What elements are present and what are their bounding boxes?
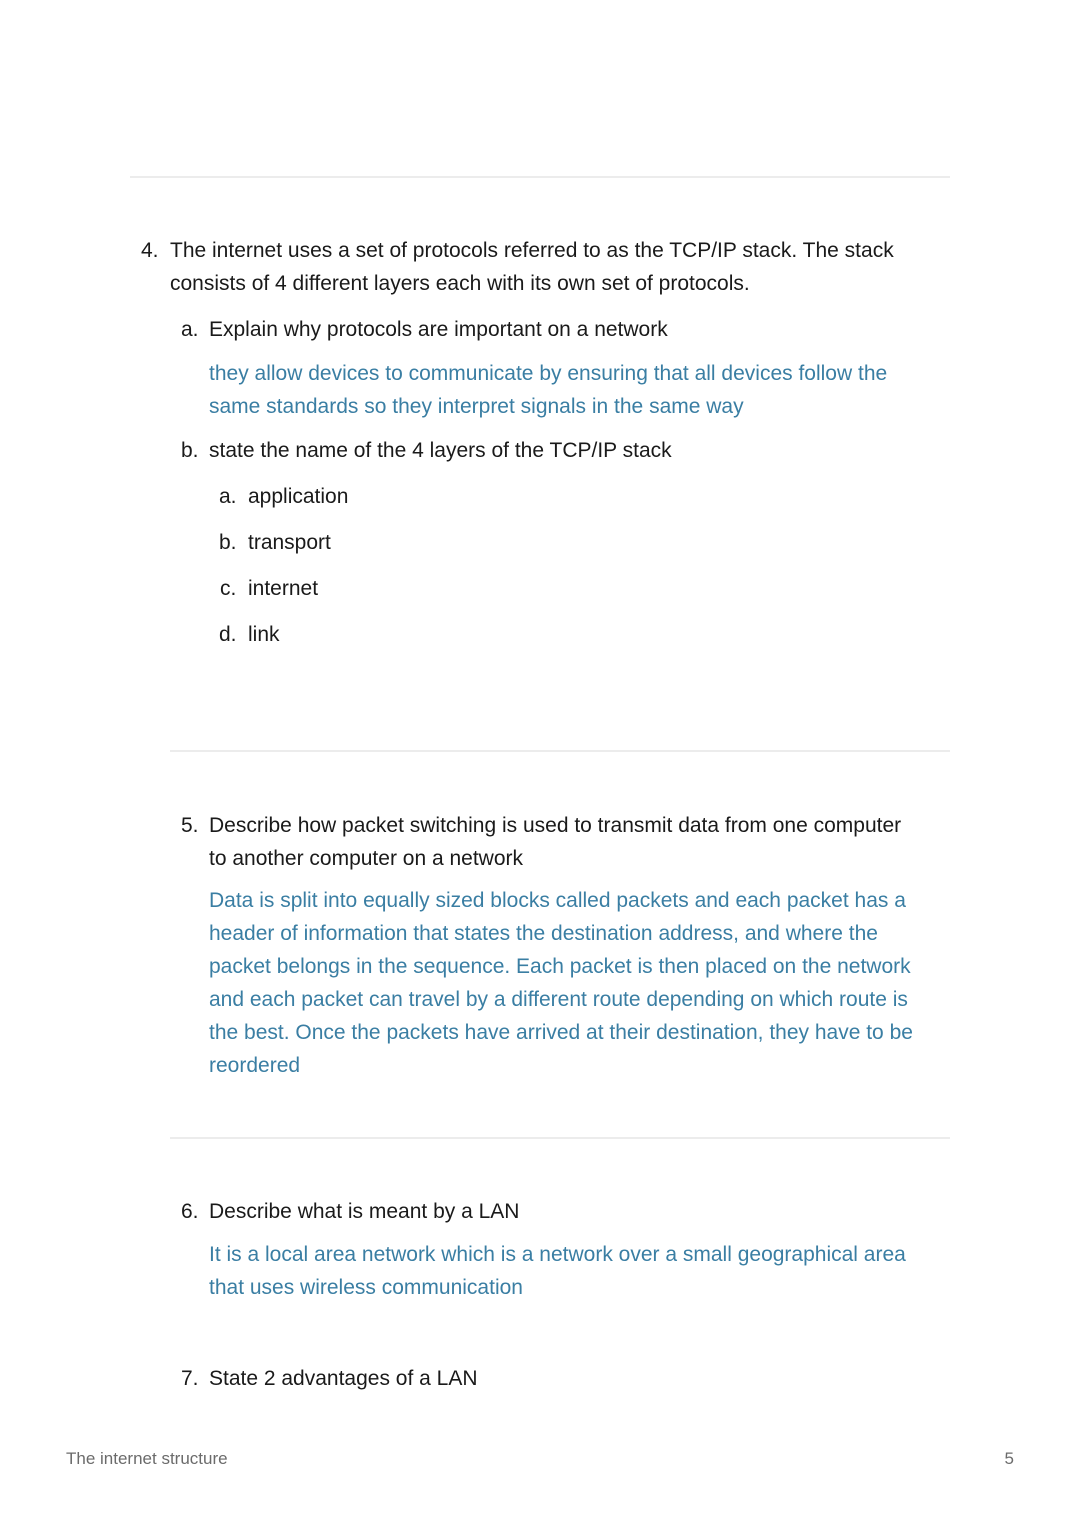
answer-line: packet belongs in the sequence. Each packet is then placed on the network (209, 955, 911, 978)
question-4-text-line1: The internet uses a set of protocols referred to as the TCP/IP stack. The stack (170, 239, 894, 262)
question-7-number: 7. (181, 1367, 199, 1390)
question-4b-text: state the name of the 4 layers of the TCP/IP stack (209, 439, 672, 462)
question-line: to another computer on a network (209, 847, 524, 870)
layer-marker: b. (219, 531, 237, 554)
answer-line: reordered (209, 1054, 301, 1077)
answer-line: Data is split into equally sized blocks called packets and each packet has a (209, 889, 906, 912)
answer-line: header of information that states the destination address, and where the (209, 922, 878, 945)
question-5-answer (209, 884, 913, 1082)
question-4-text-line2: consists of 4 different layers each with its own set of protocols. (170, 272, 750, 295)
question-5-text (209, 809, 901, 875)
answer-line: and each packet can travel by a different route depending on which route is (209, 988, 908, 1011)
answer-line: the best. Once the packets have arrived at their destination, they have to be (209, 1021, 913, 1044)
question-4-number: 4. (141, 239, 159, 262)
question-4b-marker: b. (181, 439, 199, 462)
footer-title: The internet structure (66, 1449, 228, 1468)
answer-line: It is a local area network which is a network over a small geographical area (209, 1243, 906, 1266)
top-divider (130, 176, 950, 178)
answer-line: they allow devices to communicate by ensuring that all devices follow the (209, 362, 888, 385)
question-6-text: Describe what is meant by a LAN (209, 1200, 520, 1223)
layer-item: internet (248, 577, 319, 600)
question-4a-text: Explain why protocols are important on a network (209, 318, 668, 341)
question-7-text: State 2 advantages of a LAN (209, 1367, 478, 1390)
layer-item: application (248, 485, 349, 508)
question-4a-answer (209, 357, 887, 423)
question-6-answer (209, 1238, 906, 1304)
layer-item: link (248, 623, 280, 646)
layer-marker: c. (220, 577, 237, 600)
layer-marker: a. (219, 485, 237, 508)
layer-item: transport (248, 531, 331, 554)
question-4a-marker: a. (181, 318, 199, 341)
question-line: Describe how packet switching is used to transmit data from one computer (209, 814, 902, 837)
layer-marker: d. (219, 623, 237, 646)
question-5-number: 5. (181, 814, 199, 837)
section-divider (170, 750, 950, 752)
question-6-number: 6. (181, 1200, 199, 1223)
section-divider (170, 1137, 950, 1139)
page-number: 5 (1004, 1449, 1014, 1468)
answer-line: that uses wireless communication (209, 1276, 523, 1299)
answer-line: same standards so they interpret signals in the same way (209, 395, 744, 418)
